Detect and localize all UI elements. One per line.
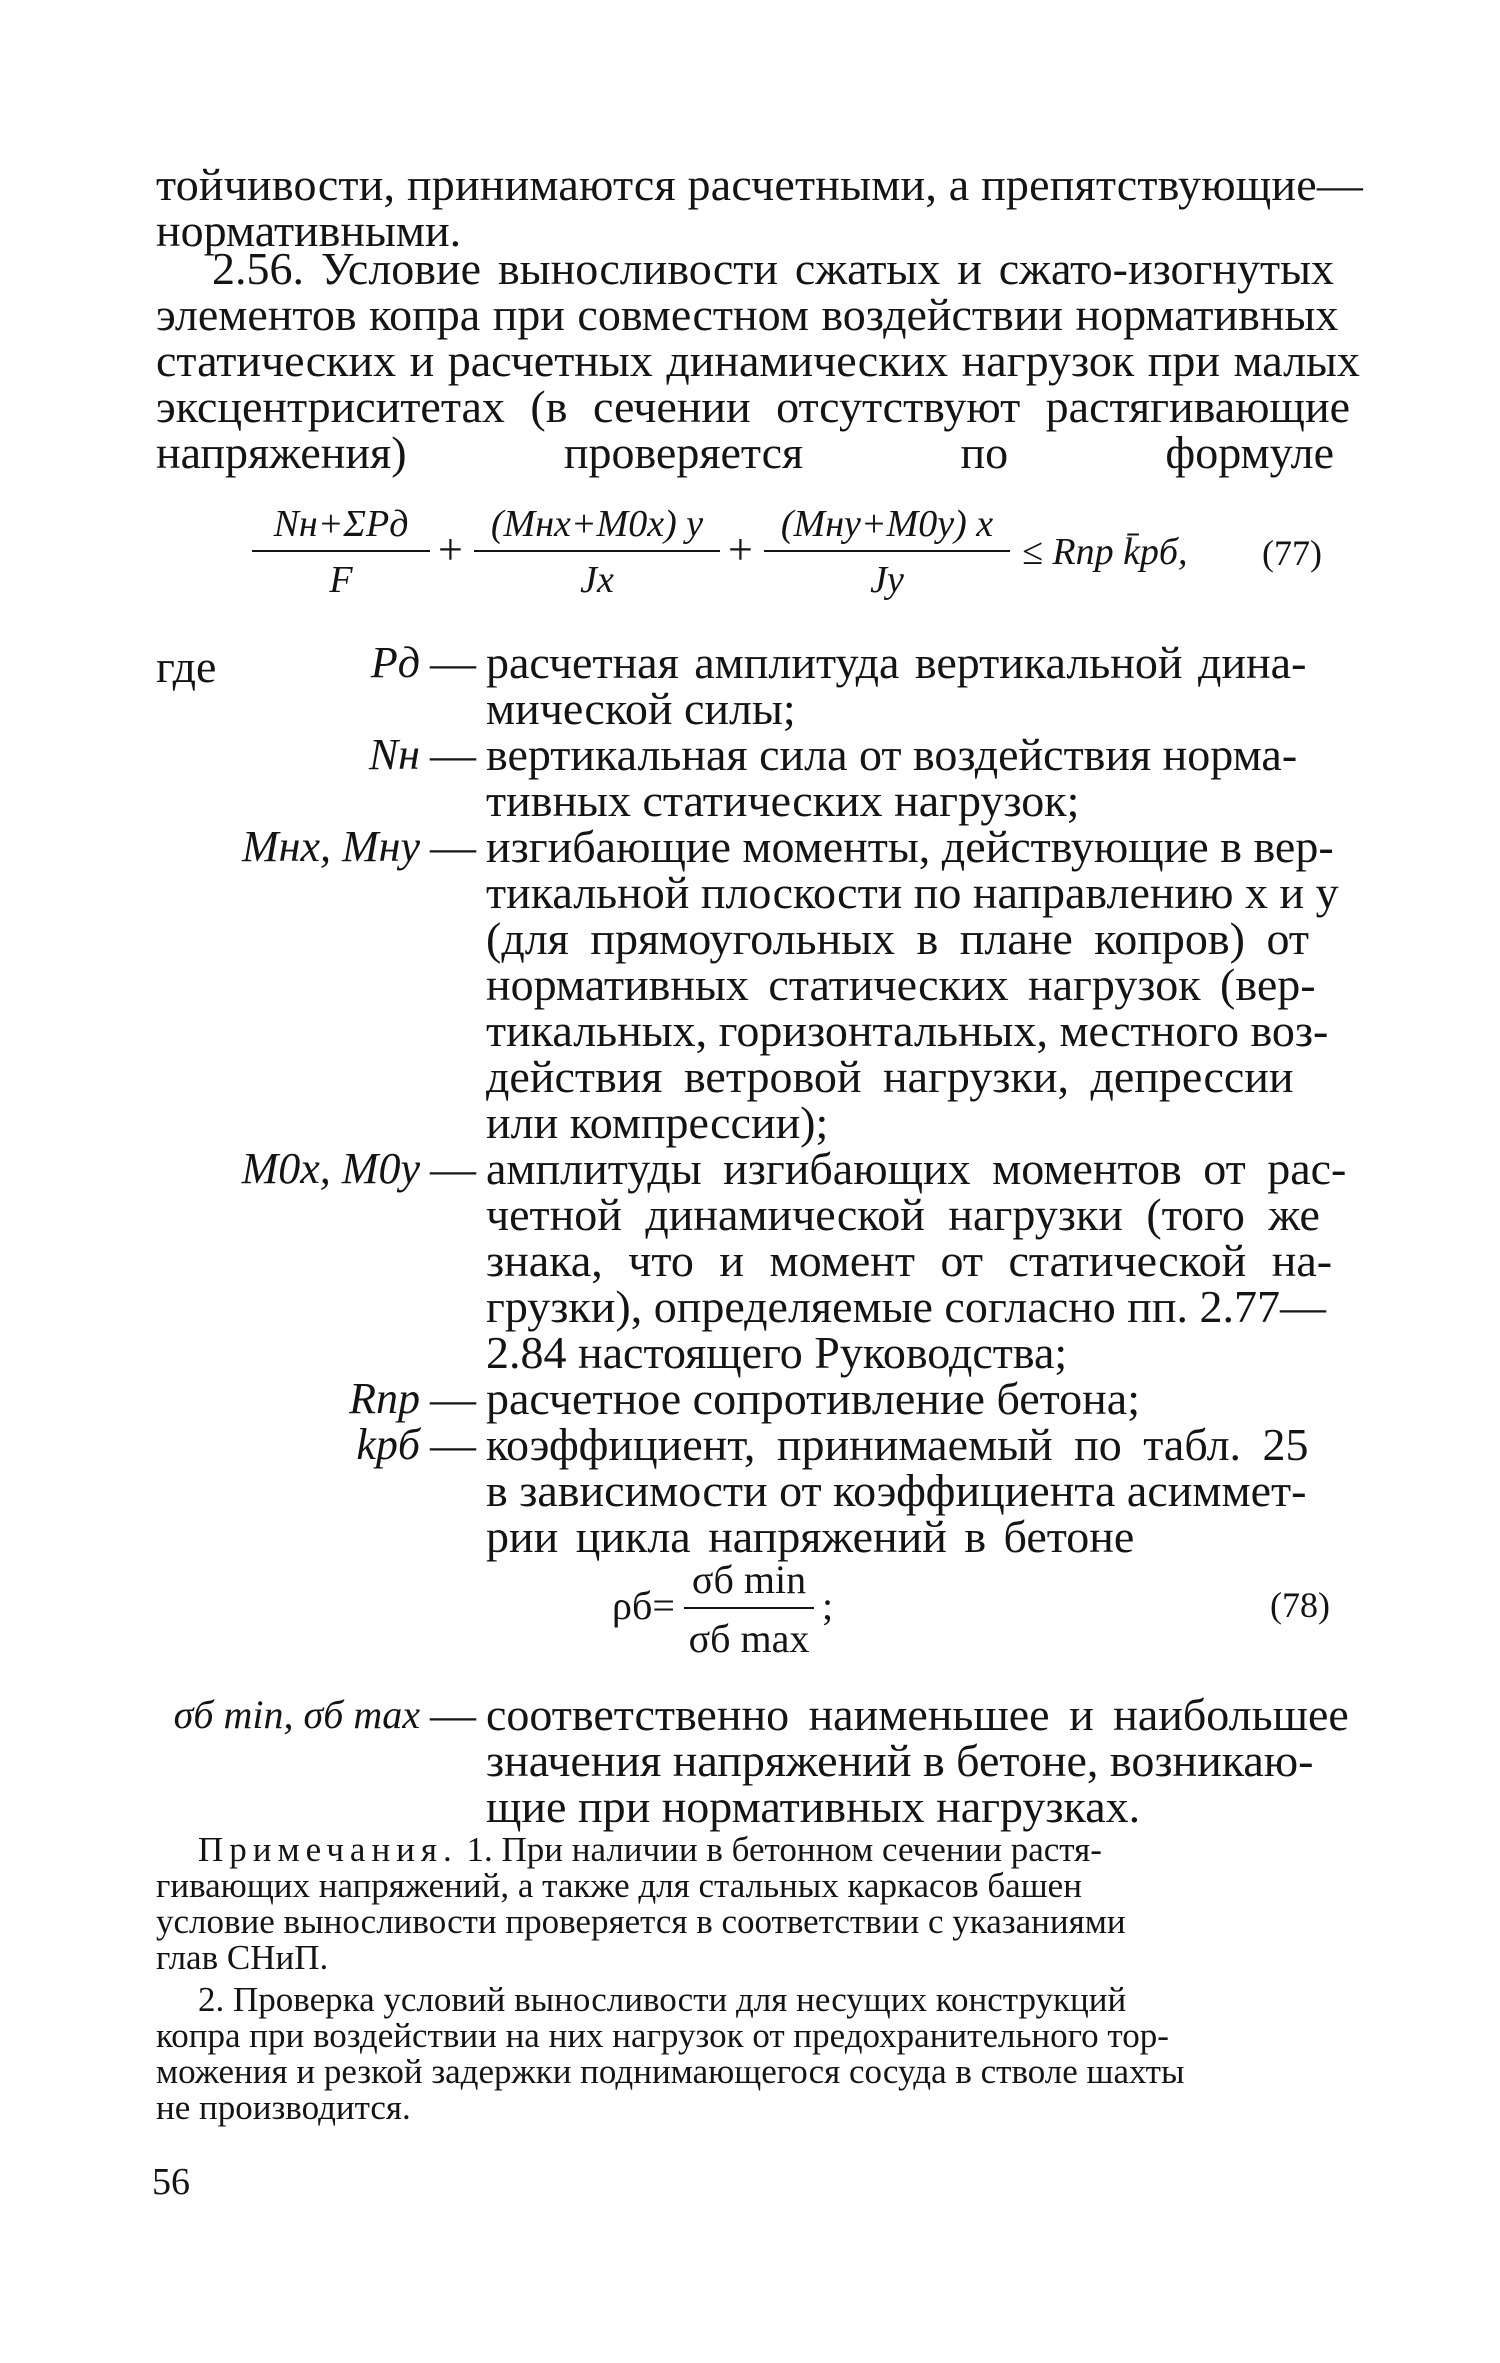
text-line — [156, 1982, 1336, 2018]
formula-77 — [252, 502, 1338, 610]
plus-sign: + — [728, 525, 753, 574]
note-1-first-line: 1. При наличии в бетонном сечении растя- — [466, 1830, 1102, 1869]
note-line: 2. Проверка условий выносливости для несущих конструкций — [198, 1980, 1127, 2019]
fraction-denominator: F — [329, 559, 353, 601]
text-line: тойчивости, принимаются расчетными, а препятствующие— — [156, 159, 1364, 210]
text-line: или компрессии); — [486, 1097, 829, 1148]
text-line: грузки), определяемые согласно пп. 2.77— — [486, 1281, 1327, 1332]
text-line: тикальной плоскости по направлению x и y — [486, 867, 1339, 918]
fraction-numerator: (Mнy+M0y) x — [780, 503, 994, 545]
text-line: (для прямоугольных в плане копров) от — [486, 913, 1309, 964]
definition-item — [156, 1143, 1347, 1378]
plus-sign: + — [438, 525, 463, 574]
dash: — — [430, 821, 476, 872]
note-line: копра при воздействии на них нагрузок от предохранительного тор- — [156, 2016, 1169, 2055]
dash: — — [430, 729, 476, 780]
formula-rhs: ≤ Rпр k̄рб, — [1022, 531, 1188, 573]
definition-item — [156, 729, 1338, 826]
paragraph-2-56 — [156, 243, 1360, 478]
page-number: 56 — [152, 2161, 190, 2203]
note-line: можения и резкой задержки поднимающегося сосуда в стволе шахты — [156, 2052, 1185, 2091]
definition-symbol: Mнx, Mнy — [241, 822, 420, 871]
text-line: расчетное сопротивление бетона; — [486, 1373, 1140, 1424]
formula-lhs: ρб= — [612, 1583, 675, 1628]
text-line: 2.84 настоящего Руководства; — [486, 1327, 1068, 1378]
note-line: гивающих напряжений, а также для стальных каркасов башен — [156, 1866, 1082, 1905]
text-line — [156, 2018, 1336, 2054]
definition-item — [156, 821, 1339, 1148]
text-line: щие при нормативных нагрузках. — [486, 1781, 1141, 1832]
definition-symbol: Nн — [368, 730, 420, 779]
text-line: знака, что и момент от статической на- — [486, 1235, 1333, 1286]
notes-section — [156, 1832, 1336, 2126]
dash: — — [430, 1419, 476, 1470]
text-line: напряжения) проверяется по формуле — [156, 427, 1334, 478]
text-line: соответственно наименьшее и наибольшее — [486, 1689, 1349, 1740]
definition-item — [156, 1419, 1338, 1562]
fraction-3 — [764, 502, 1010, 602]
fraction-bar — [252, 550, 430, 552]
definition-symbol: M0x, M0y — [241, 1144, 420, 1193]
text-line: статических и расчетных динамических нагрузок при малых — [156, 335, 1360, 386]
text-line: элементов копра при совместном воздействии нормативных — [156, 289, 1339, 340]
definition-item — [156, 1689, 1349, 1832]
dash: — — [430, 1373, 476, 1424]
definition-symbol: Pд — [370, 638, 420, 687]
fraction-numerator: (Mнx+M0x) y — [490, 503, 704, 545]
dash: — — [430, 1689, 476, 1740]
text-line: значения напряжений в бетоне, возникаю- — [486, 1735, 1314, 1786]
where-label: где — [156, 641, 217, 692]
definition-symbol: σб min, σб max — [173, 1692, 420, 1737]
fraction-numerator: σб min — [691, 1557, 807, 1602]
fraction-denominator: Jy — [870, 559, 904, 601]
text-line: нормативными. — [156, 205, 462, 256]
formula-tail: ; — [822, 1583, 834, 1628]
paragraph-continued — [156, 159, 1364, 256]
fraction-bar — [474, 550, 720, 552]
text-line: четной динамической нагрузки (того же — [486, 1189, 1320, 1240]
text-line — [156, 1940, 1336, 1976]
definition-symbol: kрб — [356, 1420, 420, 1469]
text-line — [156, 1868, 1336, 1904]
text-line: рии цикла напряжений в бетоне — [486, 1511, 1135, 1562]
text-line: амплитуды изгибающих моментов от рас- — [486, 1143, 1347, 1194]
text-line — [156, 1832, 1336, 1868]
text-line: в зависимости от коэффициента асиммет- — [486, 1465, 1307, 1516]
text-line: 2.56. Условие выносливости сжатых и сжато-изогнутых — [212, 243, 1334, 294]
fraction-1 — [252, 502, 430, 602]
definition-sigma — [156, 1689, 1349, 1832]
definition-symbol: Rпр — [349, 1374, 420, 1423]
fraction-denominator: Jx — [580, 559, 614, 601]
text-line: расчетная амплитуда вертикальной дина- — [486, 637, 1307, 688]
definition-item — [156, 1373, 1338, 1424]
text-line: мической силы; — [486, 683, 796, 734]
fraction-2 — [474, 502, 720, 602]
fraction-bar — [764, 550, 1010, 552]
dash: — — [430, 1143, 476, 1194]
text-line — [156, 1904, 1336, 1940]
text-line: нормативных статических нагрузок (вер- — [486, 959, 1316, 1010]
text-line: тивных статических нагрузок; — [486, 775, 1080, 826]
text-line: вертикальная сила от воздействия норма- — [486, 729, 1298, 780]
text-line: действия ветровой нагрузки, депрессии — [486, 1051, 1294, 1102]
text-line — [156, 2054, 1336, 2090]
fraction-bar — [684, 1607, 814, 1609]
dash: — — [430, 637, 476, 688]
text-line: изгибающие моменты, действующие в вер- — [486, 821, 1334, 872]
fraction-denominator: σб max — [688, 1616, 810, 1661]
text-line — [156, 2090, 1336, 2126]
note-line: не производится. — [156, 2088, 411, 2127]
equation-number: (78) — [1270, 1585, 1330, 1625]
text-line: тикальных, горизонтальных, местного воз- — [486, 1005, 1329, 1056]
fraction — [684, 1556, 814, 1662]
equation-number: (77) — [1262, 533, 1322, 573]
text-line: эксцентриситетах (в сечении отсутствуют растягивающие — [156, 381, 1351, 432]
definition-item — [156, 637, 1338, 734]
fraction-numerator: Nн+ΣPд — [273, 503, 409, 545]
text-line: коэффициент, принимаемый по табл. 25 — [486, 1419, 1309, 1470]
note-line: условие выносливости проверяется в соответствии с указаниями — [156, 1902, 1126, 1941]
note-line: глав СНиП. — [156, 1938, 329, 1977]
formula-78 — [612, 1552, 1338, 1662]
notes-heading: Примечания. — [198, 1830, 458, 1869]
definitions-list — [156, 637, 1347, 1562]
